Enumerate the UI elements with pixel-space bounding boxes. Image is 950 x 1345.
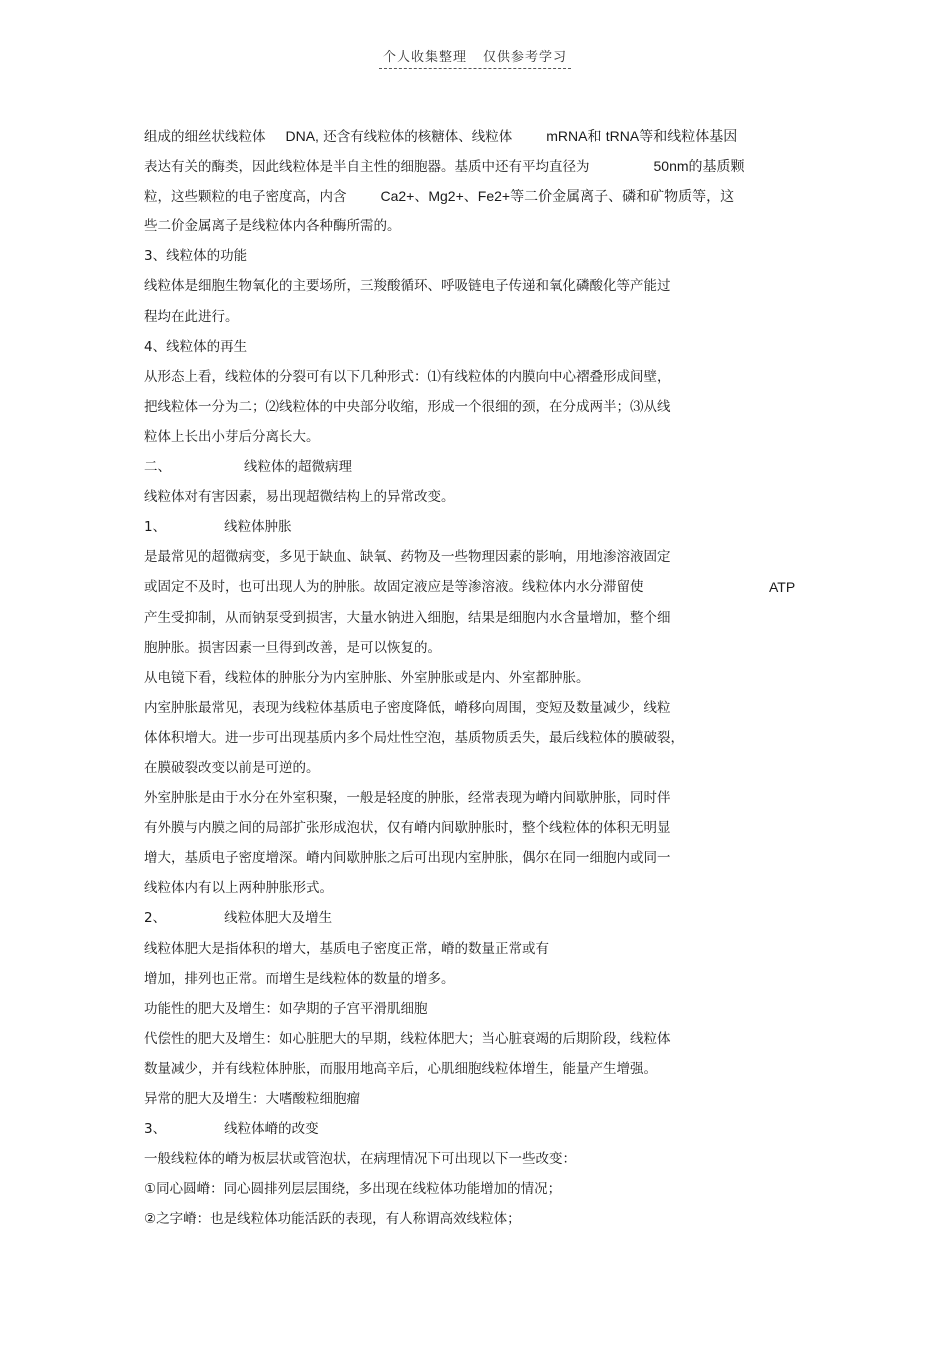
- heading-number: 1、: [144, 519, 167, 536]
- section-heading: 3、线粒体的功能: [144, 248, 248, 265]
- text-line: 程均在此进行。: [144, 308, 239, 325]
- text-run: 50nm的基质颗: [653, 158, 745, 175]
- text-line: ①同心圆嵴：同心圆排列层层围绕，多出现在线粒体功能增加的情况；: [144, 1181, 562, 1198]
- text-line: 线粒体对有害因素，易出现超微结构上的异常改变。: [144, 489, 455, 506]
- heading-title: 线粒体嵴的改变: [224, 1121, 319, 1138]
- text-line: 数量减少，并有线粒体肿胀，而服用地高辛后，心肌细胞线粒体增生，能量产生增强。: [144, 1060, 657, 1077]
- text-line: [144, 181, 824, 211]
- text-line: 代偿性的肥大及增生：如心脏肥大的早期，线粒体肥大；当心脏衰竭的后期阶段，线粒体: [144, 1030, 671, 1047]
- text-run: DNA,: [285, 128, 319, 144]
- text-line: 体体积增大。进一步可出现基质内多个局灶性空泡，基质物质丢失，最后线粒体的膜破裂，: [144, 729, 684, 746]
- text-line: 线粒体内有以上两种肿胀形式。: [144, 880, 333, 897]
- text-line: 在膜破裂改变以前是可逆的。: [144, 759, 320, 776]
- text-line: 把线粒体一分为二；⑵线粒体的中央部分收缩，形成一个很细的颈，在分成两半；⑶从线: [144, 398, 671, 415]
- text-line: 粒体上长出小芽后分离长大。: [144, 428, 320, 445]
- text-line: 线粒体是细胞生物氧化的主要场所，三羧酸循环、呼吸链电子传递和氧化磷酸化等产能过: [144, 278, 671, 295]
- heading-number: 3、: [144, 1121, 167, 1138]
- text-run: ATP: [769, 579, 796, 596]
- subsection-heading: [144, 512, 824, 542]
- text-line: [144, 151, 824, 181]
- header-left-text: 个人收集整理: [382, 50, 467, 65]
- document-body: [144, 121, 824, 1234]
- header-watermark: [379, 46, 571, 69]
- heading-number: 二、: [144, 459, 171, 476]
- text-line: 从电镜下看，线粒体的肿胀分为内室肿胀、外室肿胀或是内、外室都肿胀。: [144, 669, 590, 686]
- text-line: 是最常见的超微病变，多见于缺血、缺氧、药物及一些物理因素的影响，用地渗溶液固定: [144, 549, 671, 566]
- text-line: 些二价金属离子是线粒体内各种酶所需的。: [144, 218, 401, 235]
- text-line: 有外膜与内膜之间的局部扩张形成泡状，仅有嵴内间歇肿胀时，整个线粒体的体积无明显: [144, 820, 671, 837]
- part-heading: [144, 452, 824, 482]
- text-line: 增加，排列也正常。而增生是线粒体的数量的增多。: [144, 970, 455, 987]
- subsection-heading: [144, 1114, 824, 1144]
- text-line: 胞肿胀。损害因素一旦得到改善，是可以恢复的。: [144, 639, 441, 656]
- section-heading: 4、线粒体的再生: [144, 338, 248, 355]
- text-line: 线粒体肥大是指体积的增大，基质电子密度正常，嵴的数量正常或有: [144, 940, 549, 957]
- text-run: 粒，这些颗粒的电子密度高，内含: [144, 189, 347, 206]
- text-line: 外室肿胀是由于水分在外室积聚，一般是轻度的肿胀，经常表现为嵴内间歇肿胀，同时伴: [144, 790, 671, 807]
- text-run: tRNA等和线粒体基因: [605, 128, 738, 144]
- text-line: 内室肿胀最常见，表现为线粒体基质电子密度降低，嵴移向周围，变短及数量减少，线粒: [144, 699, 671, 716]
- text-run: 还含有线粒体的核糖体、线粒体: [323, 129, 513, 145]
- heading-title: 线粒体的超微病理: [244, 459, 352, 476]
- text-run: 或固定不及时，也可出现人为的肿胀。故固定液应是等渗溶液。线粒体内水分滞留使: [144, 579, 644, 596]
- text-line: ②之字嵴：也是线粒体功能活跃的表现，有人称谓高效线粒体；: [144, 1211, 521, 1228]
- heading-number: 2、: [144, 910, 167, 927]
- page-header: [0, 46, 950, 69]
- header-right-text: 仅供参考学习: [483, 50, 568, 65]
- text-line: 从形态上看，线粒体的分裂可有以下几种形式：⑴有线粒体的内膜向中心褶叠形成间壁，: [144, 368, 671, 385]
- text-line: 一般线粒体的嵴为板层状或管泡状，在病理情况下可出现以下一些改变：: [144, 1151, 576, 1168]
- text-line: 异常的肥大及增生：大嗜酸粒细胞瘤: [144, 1091, 360, 1107]
- text-run: mRNA和: [546, 128, 602, 144]
- subsection-heading: [144, 903, 824, 933]
- heading-title: 线粒体肥大及增生: [224, 910, 333, 927]
- text-run: Ca2+、Mg2+、Fe2+等二价金属离子、磷和矿物质等，这: [380, 188, 735, 205]
- text-line: 功能性的肥大及增生：如孕期的子宫平滑肌细胞: [144, 1000, 428, 1017]
- heading-title: 线粒体肿胀: [224, 519, 292, 536]
- text-line: [144, 121, 824, 151]
- text-line: [144, 572, 824, 602]
- text-line: 产生受抑制，从而钠泵受到损害，大量水钠进入细胞，结果是细胞内水含量增加，整个细: [144, 609, 671, 626]
- text-run: 表达有关的酶类，因此线粒体是半自主性的细胞器。基质中还有平均直径为: [144, 159, 590, 176]
- text-run: 组成的细丝状线粒体: [144, 129, 266, 145]
- text-line: 增大，基质电子密度增深。嵴内间歇肿胀之后可出现内室肿胀，偶尔在同一细胞内或同一: [144, 850, 671, 867]
